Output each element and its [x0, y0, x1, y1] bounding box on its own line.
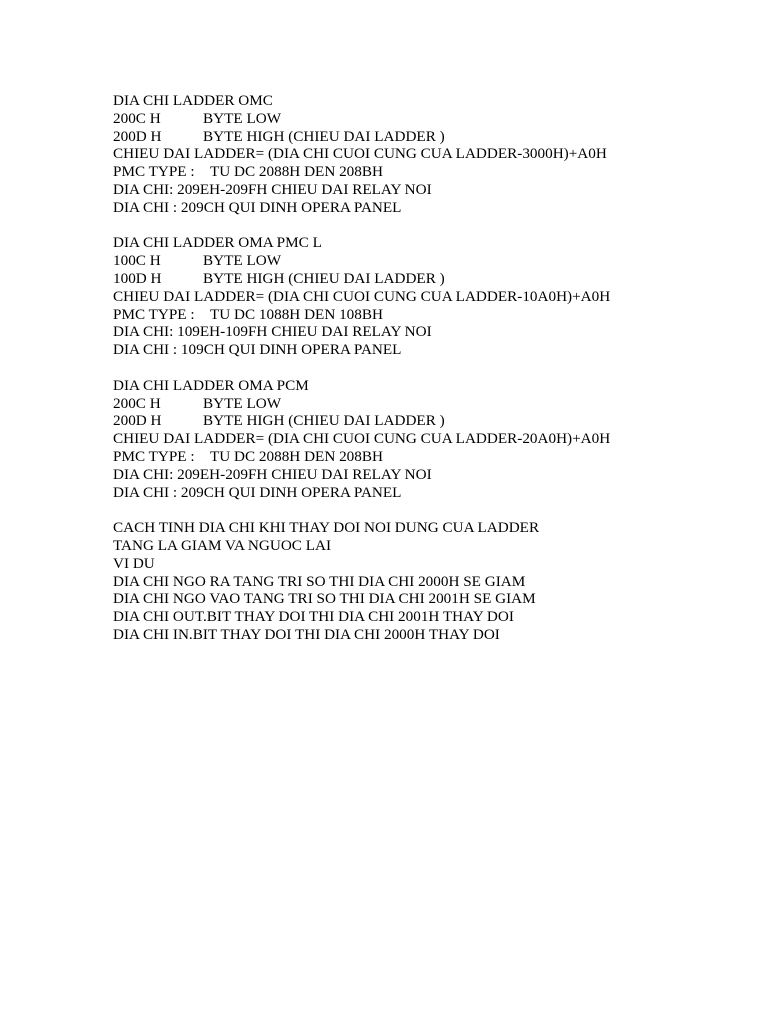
opera-panel-line: DIA CHI : 209CH QUI DINH OPERA PANEL [113, 198, 402, 216]
spacer [113, 359, 733, 377]
byte-low-address: 200C H [113, 394, 161, 412]
byte-low-label: BYTE LOW [203, 394, 282, 412]
byte-high-address: 200D H [113, 127, 162, 145]
byte-high-address: 100D H [113, 269, 162, 287]
section-oma-pcm [113, 377, 733, 502]
section-title: DIA CHI LADDER OMA PMC L [113, 234, 322, 252]
example-heading: VI DU [113, 554, 155, 572]
document-body [113, 92, 733, 644]
pmc-type-label: PMC TYPE : [113, 163, 195, 181]
byte-low-label: BYTE LOW [203, 109, 282, 127]
byte-low-row [113, 252, 733, 270]
spacer [113, 217, 733, 235]
pmc-type-row [113, 306, 733, 324]
byte-low-row [113, 110, 733, 128]
relay-address-line: DIA CHI: 109EH-109FH CHIEU DAI RELAY NOI [113, 323, 432, 341]
byte-high-label: BYTE HIGH (CHIEU DAI LADDER ) [203, 269, 445, 287]
section-title: DIA CHI LADDER OMA PCM [113, 376, 309, 394]
opera-panel-line: DIA CHI : 209CH QUI DINH OPERA PANEL [113, 483, 402, 501]
relay-address-line: DIA CHI: 209EH-209FH CHIEU DAI RELAY NOI [113, 180, 432, 198]
example-line: DIA CHI OUT.BIT THAY DOI THI DIA CHI 2001H THAY DOI [113, 608, 514, 626]
pmc-type-value: TU DC 1088H DEN 108BH [210, 305, 383, 323]
notes-heading: CACH TINH DIA CHI KHI THAY DOI NOI DUNG CUA LADDER [113, 519, 540, 537]
byte-high-address: 200D H [113, 412, 162, 430]
byte-high-row [113, 128, 733, 146]
example-line: DIA CHI NGO VAO TANG TRI SO THI DIA CHI 2001H SE GIAM [113, 590, 536, 608]
byte-high-label: BYTE HIGH (CHIEU DAI LADDER ) [203, 412, 445, 430]
byte-low-address: 100C H [113, 252, 161, 270]
section-omc [113, 92, 733, 217]
length-formula: CHIEU DAI LADDER= (DIA CHI CUOI CUNG CUA LADDER-10A0H)+A0H [113, 287, 611, 305]
pmc-type-row [113, 163, 733, 181]
notes-section [113, 519, 733, 644]
example-line: DIA CHI NGO RA TANG TRI SO THI DIA CHI 2000H SE GIAM [113, 572, 526, 590]
byte-high-label: BYTE HIGH (CHIEU DAI LADDER ) [203, 127, 445, 145]
byte-low-row [113, 395, 733, 413]
pmc-type-value: TU DC 2088H DEN 208BH [210, 447, 383, 465]
pmc-type-value: TU DC 2088H DEN 208BH [210, 163, 383, 181]
pmc-type-label: PMC TYPE : [113, 447, 195, 465]
byte-low-address: 200C H [113, 109, 161, 127]
byte-low-label: BYTE LOW [203, 252, 282, 270]
example-line: DIA CHI IN.BIT THAY DOI THI DIA CHI 2000H THAY DOI [113, 625, 500, 643]
byte-high-row [113, 270, 733, 288]
notes-line: TANG LA GIAM VA NGUOC LAI [113, 536, 332, 554]
pmc-type-row [113, 448, 733, 466]
section-oma-pmc-l [113, 234, 733, 359]
length-formula: CHIEU DAI LADDER= (DIA CHI CUOI CUNG CUA LADDER-3000H)+A0H [113, 145, 607, 163]
length-formula: CHIEU DAI LADDER= (DIA CHI CUOI CUNG CUA LADDER-20A0H)+A0H [113, 430, 611, 448]
section-title: DIA CHI LADDER OMC [113, 92, 273, 109]
spacer [113, 501, 733, 519]
opera-panel-line: DIA CHI : 109CH QUI DINH OPERA PANEL [113, 341, 402, 359]
byte-high-row [113, 412, 733, 430]
pmc-type-label: PMC TYPE : [113, 305, 195, 323]
relay-address-line: DIA CHI: 209EH-209FH CHIEU DAI RELAY NOI [113, 465, 432, 483]
